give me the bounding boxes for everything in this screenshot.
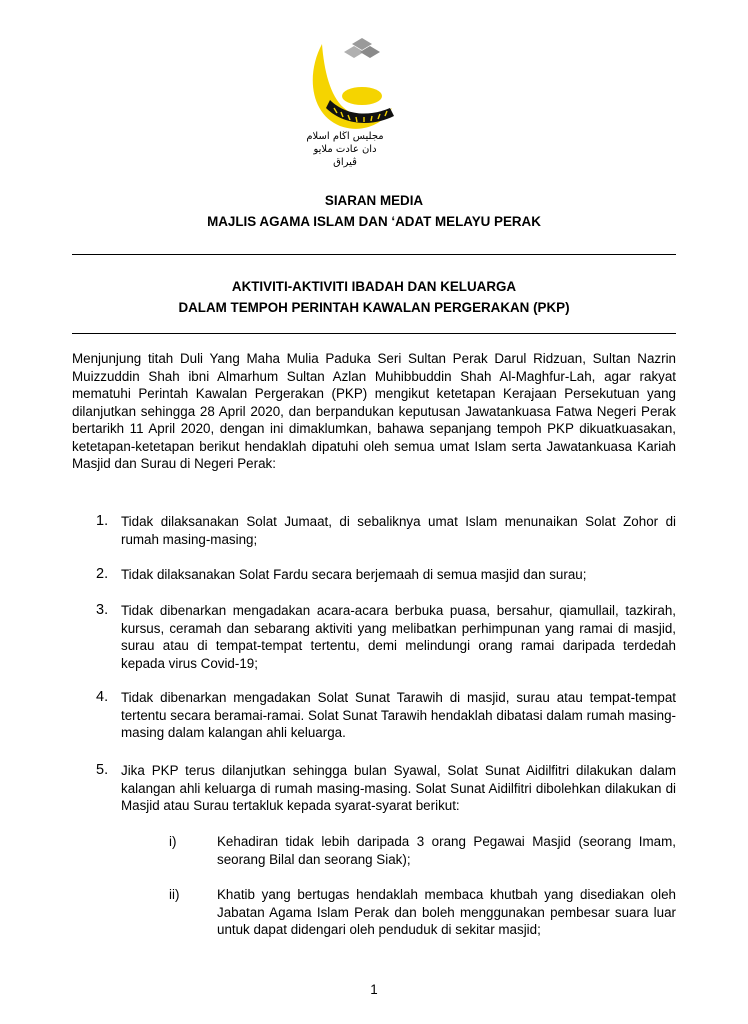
- heading-line-1: SIARAN MEDIA: [324, 193, 424, 208]
- divider: [72, 333, 676, 334]
- list-item-number: 1.: [96, 513, 109, 529]
- list-item-text: Tidak dilaksanakan Solat Jumaat, di sebaliknya umat Islam menunaikan Solat Zohor di rumah masing-masing;: [121, 514, 676, 547]
- sub-list-item-number: i): [169, 834, 177, 849]
- list-item-text: Tidak dilaksanakan Solat Fardu secara berjemaah di semua masjid dan surau;: [121, 567, 587, 582]
- sub-list-item-text: Kehadiran tidak lebih daripada 3 orang Pegawai Masjid (seorang Imam, seorang Bilal dan seorang Siak);: [217, 834, 676, 867]
- list-item-text: Tidak dibenarkan mengadakan acara-acara berbuka puasa, bersahur, qiamullail, tazkirah, kursus, ceramah dan sebarang aktiviti yang melibatkan perhimpunan yang ramai di masjid, surau atau di tempat-tempat tertentu, demi melindungi orang ramai daripada terdedah kepada virus Covid-19;: [121, 603, 676, 671]
- media-release-heading: [0, 190, 748, 232]
- list-item-number: 5.: [96, 762, 109, 778]
- list-item-text: Tidak dibenarkan mengadakan Solat Sunat Tarawih di masjid, surau atau tempat-tempat tertentu secara beramai-ramai. Solat Sunat Tarawih hendaklah dibatasi dalam rumah masing-masing dalam kalangan ahli keluarga.: [121, 690, 676, 740]
- sub-list-item-text: Khatib yang bertugas hendaklah membaca khutbah yang disediakan oleh Jabatan Agama Islam Perak dan boleh menggunakan pembesar suara luar untuk dapat didengari oleh penduduk di sekitar masjid;: [217, 887, 676, 937]
- list-item-number: 4.: [96, 689, 109, 705]
- intro-paragraph: Menjunjung titah Duli Yang Maha Mulia Paduka Seri Sultan Perak Darul Ridzuan, Sultan Nazrin Muizzuddin Shah ibni Almarhum Sultan Azlan Muhibbuddin Shah Al-Maghfur-Lah, agar rakyat mematuhi Perintah Kawalan Pergerakan (PKP) mengikut ketetapan Kerajaan Persekutuan yang dilanjutkan sehingga 28 April 2020, dan berpandukan keputusan Jawatankuasa Fatwa Negeri Perak bertarikh 11 April 2020, dengan ini dimaklumkan, bahawa sepanjang tempoh PKP dikuatkuasakan, ketetapan-ketetapan berikut hendaklah dipatuhi oleh semua umat Islam serta Jawatankuasa Kariah Masjid dan Surau di Negeri Perak:: [72, 351, 676, 471]
- heading-line-2: MAJLIS AGAMA ISLAM DAN ‘ADAT MELAYU PERAK: [207, 214, 541, 229]
- list-item-number: 3.: [96, 602, 109, 618]
- subject-heading: [0, 276, 748, 318]
- logo-arabic-line2: دان عادت ملايو ڤيراق: [313, 144, 377, 168]
- page-number: 1: [370, 982, 378, 997]
- sub-list-item-number: ii): [169, 887, 180, 902]
- subject-line-1: AKTIVITI-AKTIVITI IBADAH DAN KELUARGA: [231, 279, 517, 294]
- list-item-text: Jika PKP terus dilanjutkan sehingga bulan Syawal, Solat Sunat Aidilfitri dilakukan dalam kalangan ahli keluarga di rumah masing-masing. Solat Sunat Aidilfitri dibolehkan dilakukan di Masjid atau Surau tertakluk kepada syarat-syarat berikut:: [121, 763, 676, 813]
- divider: [72, 254, 676, 255]
- subject-line-2: DALAM TEMPOH PERINTAH KAWALAN PERGERAKAN (PKP): [178, 300, 570, 315]
- logo-arabic-text: [305, 130, 385, 169]
- logo-arabic-line1: مجليس اڬام اسلام: [306, 131, 384, 142]
- list-item-number: 2.: [96, 566, 109, 582]
